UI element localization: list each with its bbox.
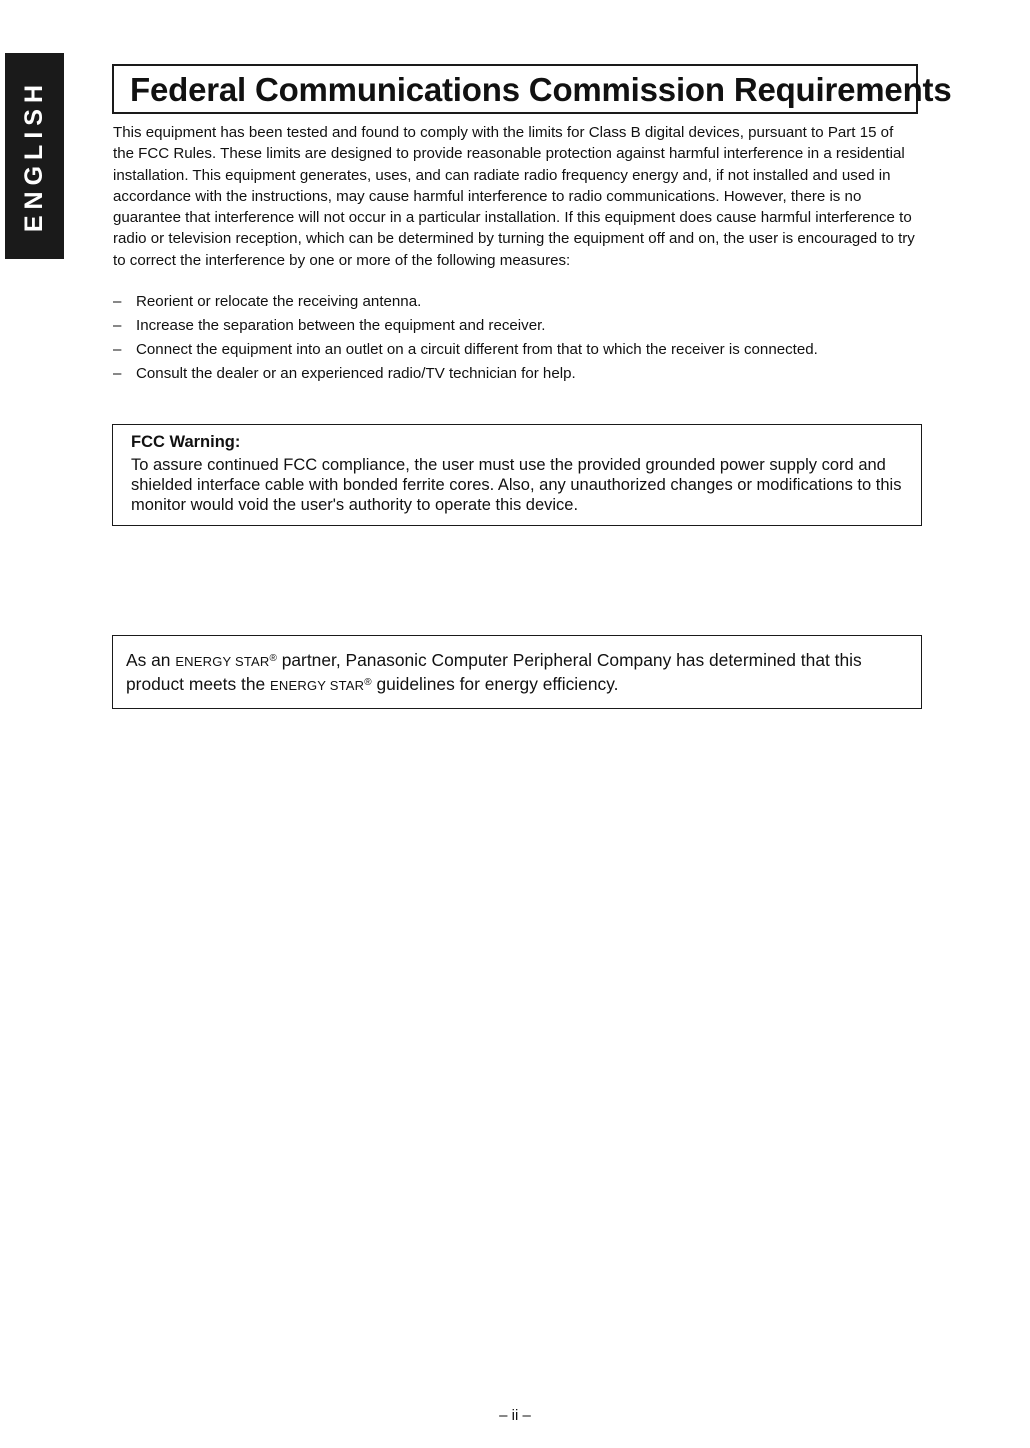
list-item-text: Reorient or relocate the receiving antenna. [136,293,422,310]
list-bullet: – [113,293,122,310]
list-item-text: Increase the separation between the equipment and receiver. [136,317,546,334]
list-item [113,338,918,362]
list-item [113,314,918,338]
list-bullet: – [113,317,122,334]
energy-star-brand: ENERGY STAR [175,654,270,669]
fcc-warning-text: To assure continued FCC compliance, the user must use the provided grounded power supply cord and shielded interface cable with bonded ferrite cores. Also, any unauthorized changes or modifications to this monitor would void the user's authority to operate this device. [131,456,902,514]
page-title: Federal Communications Commission Requirements [130,70,952,108]
language-tab-label: ENGLISH [20,79,48,233]
energy-star-text-2: partner, Panasonic Computer Peripheral Company has determined that this product meets the [126,650,862,694]
energy-star-text-1: As an [126,650,176,670]
energy-star-text-3: guidelines for energy efficiency. [371,674,619,694]
list-item [113,290,918,314]
measures-list [113,290,918,386]
energy-star-statement [126,649,909,697]
list-item-text: Connect the equipment into an outlet on a circuit different from that to which the receiver is connected. [136,341,818,358]
list-item [113,362,918,386]
list-bullet: – [113,341,122,358]
fcc-warning-box [112,424,922,526]
title-box [112,64,952,114]
fcc-warning-heading: FCC Warning: [131,433,241,451]
energy-star-brand: ENERGY STAR [270,678,365,693]
intro-paragraph: This equipment has been tested and found to comply with the limits for Class B digital devices, pursuant to Part 15 of the FCC Rules. These limits are designed to provide reasonable protection against harmful interference in a residential installation. This equipment generates, uses, and can radiate radio frequency energy and, if not installed and used in accordance with the instructions, may cause harmful interference to radio communications. However, there is no guarantee that interference will not occur in a particular installation. If this equipment does cause harmful interference to radio or television reception, which can be determined by turning the equipment off and on, the user is encouraged to try to correct the interference by one or more of the following measures: [113,124,915,269]
list-bullet: – [113,365,122,382]
registered-mark: ® [269,653,277,664]
page-number: – ii – [499,1407,531,1424]
energy-star-box [112,635,922,709]
registered-mark: ® [364,677,372,688]
list-item-text: Consult the dealer or an experienced radio/TV technician for help. [136,365,576,382]
language-tab [5,53,64,259]
